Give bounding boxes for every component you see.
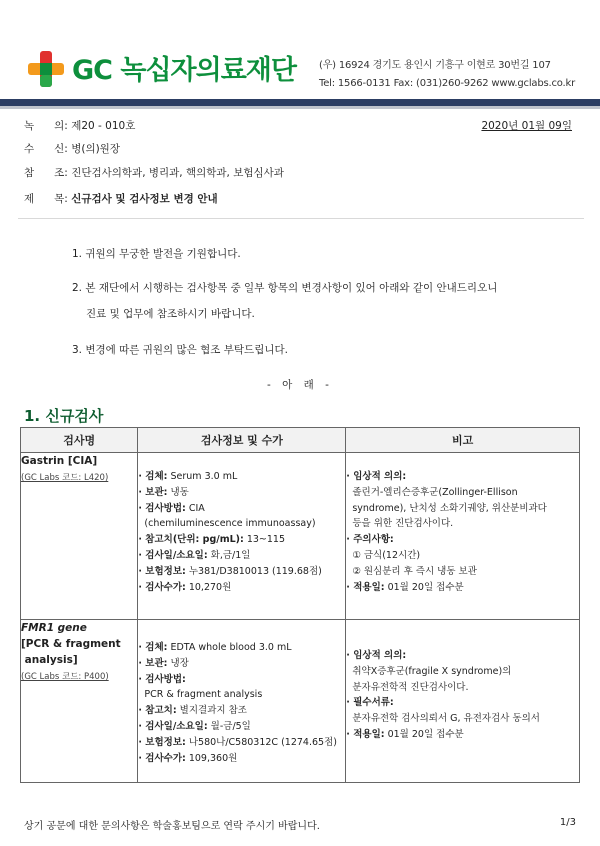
recipient: 병(의)원장	[71, 143, 120, 155]
test-remark-line: · 주의사항:	[346, 534, 394, 546]
doc-number-label: 녹 의:	[24, 120, 68, 132]
meta-divider	[18, 218, 584, 219]
test-info-line: · 참고치(단위: pg/mL): 13~115	[138, 534, 286, 546]
header-rule-shadow	[0, 106, 600, 109]
doc-number: 제20 - 010호	[71, 120, 136, 132]
test-remark-line: · 임상적 의의:	[346, 650, 407, 661]
test-remark-line: 졸린거-엘리슨증후군(Zollinger-Ellison	[346, 486, 518, 498]
test-name-cell	[21, 620, 138, 783]
test-info-line: · 참고치: 별지결과지 참조	[138, 705, 247, 717]
test-remark-line: 분자유전학적 진단검사이다.	[346, 681, 469, 693]
cc: 진단검사의학과, 병리과, 핵의학과, 보험심사과	[71, 167, 284, 179]
test-remark-line: ① 금식(12시간)	[346, 549, 421, 561]
test-remark-line: syndrome), 난치성 소화기궤양, 위산분비과다	[346, 502, 547, 514]
column-header-test-info: 검사정보 및 수가	[138, 428, 346, 453]
test-info-line: · 검사수가: 109,360원	[138, 752, 238, 764]
footer-note: 상기 공문에 대한 문의사항은 학술홍보팀으로 연락 주시기 바랍니다.	[24, 821, 320, 832]
subject-label: 제 목:	[24, 193, 68, 205]
test-info-line: PCR & fragment analysis	[138, 689, 263, 701]
doc-date: 2020년 01월 09일	[481, 120, 572, 132]
cc-label: 참 조:	[24, 167, 68, 179]
test-info-cell	[138, 453, 346, 620]
test-code: (GC Labs 코드: L420)	[21, 473, 109, 483]
gc-cross-logo-icon	[28, 51, 64, 87]
paragraph-2: 2. 본 재단에서 시행하는 검사항목 중 일부 항목의 변경사항이 있어 아래와 같이 안내드리오니	[72, 282, 498, 294]
subject: 신규검사 및 검사정보 변경 안내	[71, 193, 218, 205]
test-remarks-cell	[346, 620, 580, 783]
test-info-line: · 보관: 냉장	[138, 657, 189, 669]
test-info-line: · 검사방법:	[138, 673, 186, 685]
subject-row	[24, 191, 218, 206]
page-number: 1/3	[559, 817, 576, 828]
test-remarks-cell	[346, 453, 580, 620]
test-remark-line: · 임상적 의의:	[346, 471, 407, 482]
test-remark-line: 등을 위한 진단검사이다.	[346, 518, 454, 530]
ara-divider-text: - 아 래 -	[267, 379, 333, 391]
test-remark-line: ② 원심분리 후 즉시 냉동 보관	[346, 565, 477, 577]
test-remark-line: · 적용일: 01월 20일 접수분	[346, 728, 464, 740]
test-info-line: · 검체: EDTA whole blood 3.0 mL	[138, 642, 292, 653]
table-row	[21, 620, 580, 783]
table-header-row	[21, 428, 580, 453]
test-info-line: · 검사일/소요일: 화,금/1일	[138, 549, 251, 561]
paragraph-2-cont: 진료 및 업무에 참조하시기 바랍니다.	[86, 308, 255, 320]
column-header-test-name: 검사명	[21, 428, 138, 453]
org-contact: Tel: 1566-0131 Fax: (031)260-9262 www.gclabs.co.kr	[319, 78, 576, 89]
org-name: GC 녹십자의료재단	[72, 55, 296, 86]
test-info-line: · 검사방법: CIA	[138, 502, 205, 514]
test-info-line: · 보험정보: 누381/D3810013 (119.68점)	[138, 565, 322, 577]
test-remark-line: 취약X증후군(fragile X syndrome)의	[346, 665, 512, 677]
column-header-remarks: 비고	[346, 428, 580, 453]
test-info-line: · 보험정보: 나580나/C580312C (1274.65점)	[138, 736, 337, 748]
header-rule	[0, 99, 600, 106]
test-info-line: · 보관: 냉동	[138, 486, 189, 498]
test-remark-line: · 적용일: 01월 20일 접수분	[346, 581, 464, 593]
recipient-row	[24, 141, 120, 156]
test-info-line: · 검사일/소요일: 월-금/5일	[138, 720, 251, 732]
paragraph-1: 1. 귀원의 무궁한 발전을 기원합니다.	[72, 248, 241, 260]
org-address: (우) 16924 경기도 용인시 기흥구 이현로 30번길 107 Tel: 1566-0131 Fax: (031)260-9262 www.gclabs.co.kr	[319, 57, 575, 93]
section-title: 1. 신규검사	[24, 407, 104, 425]
test-code: (GC Labs 코드: P400)	[21, 672, 109, 682]
test-info-line: · 검사수가: 10,270원	[138, 581, 232, 593]
test-info-cell	[138, 620, 346, 783]
test-info-line: (chemiluminescence immunoassay)	[138, 518, 316, 530]
cc-row	[24, 165, 284, 180]
new-tests-table	[20, 427, 580, 783]
test-name: FMR1 gene [PCR & fragment analysis]	[21, 622, 121, 666]
table-row	[21, 453, 580, 620]
paragraph-3: 3. 변경에 따른 귀원의 많은 협조 부탁드립니다.	[72, 344, 288, 356]
recipient-label: 수 신:	[24, 143, 68, 155]
test-name: Gastrin [CIA]	[21, 455, 98, 467]
doc-number-row	[24, 118, 135, 133]
test-info-line: · 검체: Serum 3.0 mL	[138, 471, 238, 482]
test-remark-line: · 필수서류:	[346, 697, 394, 709]
test-name-cell	[21, 453, 138, 620]
test-remark-line: 분자유전학 검사의뢰서 G, 유전자검사 동의서	[346, 713, 540, 725]
